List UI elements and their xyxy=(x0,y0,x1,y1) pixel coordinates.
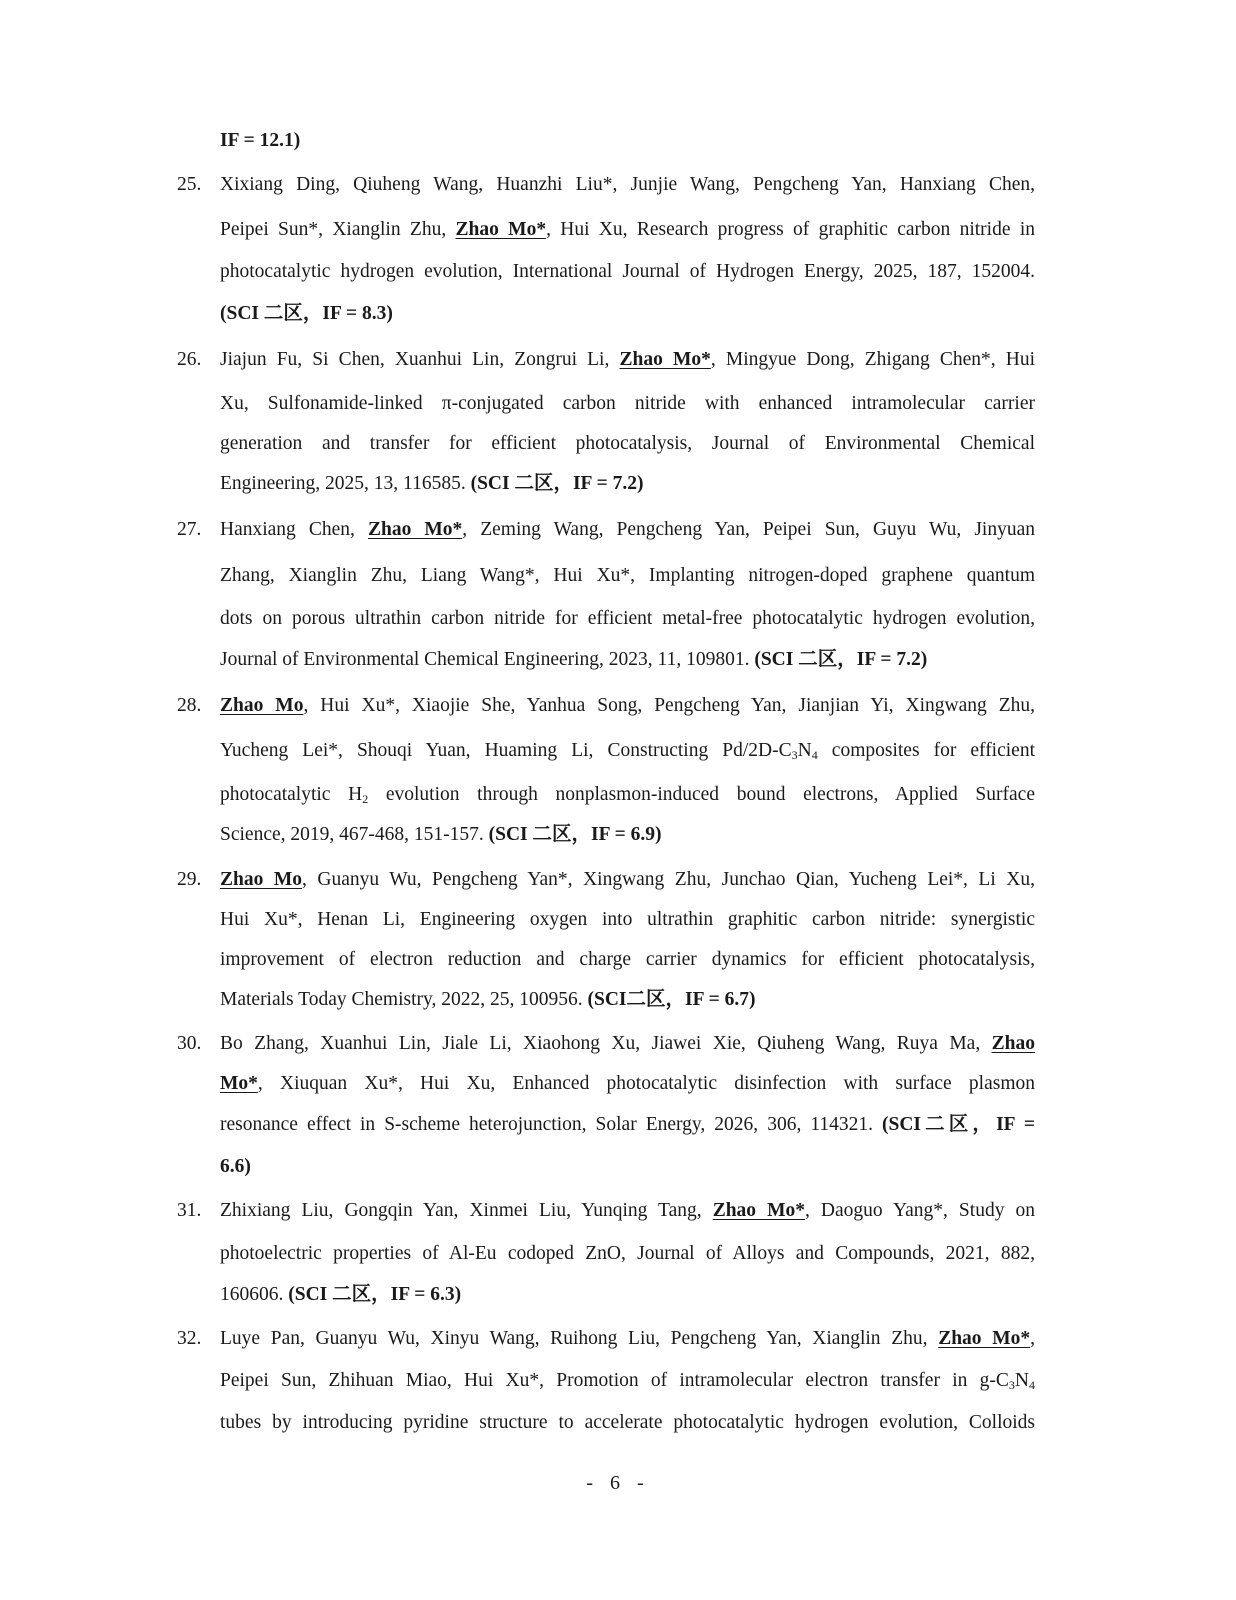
entry-line xyxy=(220,302,1035,326)
entry-line: tubes by introducing pyridine structure to accelerate photocatalytic hydrogen evolution, Colloids xyxy=(220,1412,1035,1433)
author-highlight: Zhao Mo* xyxy=(938,1328,1031,1349)
entry-line: Journal of Environmental Chemical Engineering, 2023, 11, 109801. (SCI 二区，IF = 7.2) xyxy=(220,649,928,670)
entry-line: Hui Xu*, Henan Li, Engineering oxygen into ultrathin graphitic carbon nitride: synergistic xyxy=(220,909,1035,930)
entry-number: 30. xyxy=(177,1033,202,1054)
page-number: - 6 - xyxy=(586,1472,650,1494)
entry-line: generation and transfer for efficient photocatalysis, Journal of Environmental Chemical xyxy=(220,433,1035,454)
impact-factor: 6.6) xyxy=(220,1156,251,1177)
entry-number: 32. xyxy=(177,1328,202,1349)
entry-line: Science, 2019, 467-468, 151-157. (SCI 二区，IF = 6.9) xyxy=(220,824,662,845)
entry-line: Zhao Mo, Hui Xu*, Xiaojie She, Yanhua Song, Pengcheng Yan, Jianjian Yi, Xingwang Zhu, xyxy=(220,695,1035,716)
journal-ranking: (SCI 二区，IF = 6.9) xyxy=(488,824,662,845)
entry-line: photocatalytic hydrogen evolution, International Journal of Hydrogen Energy, 2025, 187, 152004. xyxy=(220,261,1035,282)
entry-line: photoelectric properties of Al-Eu codoped ZnO, Journal of Alloys and Compounds, 2021, 882, xyxy=(220,1243,1035,1264)
entry-line: Peipei Sun*, Xianglin Zhu, Zhao Mo*, Hui Xu, Research progress of graphitic carbon nitride in xyxy=(220,219,1035,240)
journal-ranking: (SCI 二区，IF = 7.2) xyxy=(754,649,928,670)
journal-ranking: (SCI 二区，IF = 8.3) xyxy=(220,303,393,324)
impact-factor: IF = 12.1) xyxy=(220,130,301,151)
entry-line: photocatalytic $H_2$ evolution through nonplasmon-induced bound electrons, Applied Surface xyxy=(220,784,1035,806)
entry-line: Xixiang Ding, Qiuheng Wang, Huanzhi Liu*, Junjie Wang, Pengcheng Yan, Hanxiang Chen, xyxy=(220,174,1035,195)
author-highlight: Zhao xyxy=(991,1033,1035,1054)
author-highlight: Zhao Mo* xyxy=(619,349,711,370)
entry-line: Xu, Sulfonamide-linked π-conjugated carbon nitride with enhanced intramolecular carrier xyxy=(220,393,1035,414)
entry-number: 25. xyxy=(177,174,202,195)
author-highlight: Zhao Mo xyxy=(220,695,304,716)
journal-ranking: (SCI 二区，IF = 7.2) xyxy=(470,473,644,494)
author-highlight: Mo* xyxy=(220,1073,258,1094)
author-highlight: Zhao Mo* xyxy=(712,1200,805,1221)
entry-number: 28. xyxy=(177,695,202,716)
entry-line: Luye Pan, Guanyu Wu, Xinyu Wang, Ruihong Liu, Pengcheng Yan, Xianglin Zhu, Zhao Mo*, xyxy=(220,1328,1035,1349)
entry-line: 160606. (SCI 二区，IF = 6.3) xyxy=(220,1284,462,1305)
journal-ranking: (SCI 二区，IF = 6.3) xyxy=(288,1284,462,1305)
author-highlight: Zhao Mo* xyxy=(455,219,547,240)
author-highlight: Zhao Mo* xyxy=(367,519,463,540)
entry-number: 31. xyxy=(177,1200,202,1221)
entry-line xyxy=(220,1155,1035,1179)
entry-line: Peipei Sun, Zhihuan Miao, Hui Xu*, Promotion of intramolecular electron transfer in $g-C_3N_4$ xyxy=(220,1370,1035,1392)
entry-line: Jiajun Fu, Si Chen, Xuanhui Lin, Zongrui Li, Zhao Mo*, Mingyue Dong, Zhigang Chen*, Hui xyxy=(220,349,1035,370)
journal-ranking: (SCI二区，IF = 6.7) xyxy=(587,989,756,1010)
entry-line: Materials Today Chemistry, 2022, 25, 100956. (SCI二区，IF = 6.7) xyxy=(220,989,756,1010)
entry-line: Zhao Mo, Guanyu Wu, Pengcheng Yan*, Xingwang Zhu, Junchao Qian, Yucheng Lei*, Li Xu, xyxy=(220,869,1035,890)
entry-line: Mo*, Xiuquan Xu*, Hui Xu, Enhanced photocatalytic disinfection with surface plasmon xyxy=(220,1073,1035,1094)
journal-ranking: (SCI二区，IF = xyxy=(882,1114,1035,1135)
entry-number: 29. xyxy=(177,869,202,890)
entry-line: dots on porous ultrathin carbon nitride for efficient metal-free photocatalytic hydrogen evolution, xyxy=(220,608,1035,629)
entry-line: improvement of electron reduction and charge carrier dynamics for efficient photocatalysis, xyxy=(220,949,1035,970)
entry-line: Zhang, Xianglin Zhu, Liang Wang*, Hui Xu*, Implanting nitrogen-doped graphene quantum xyxy=(220,565,1035,586)
entry-line: Yucheng Lei*, Shouqi Yuan, Huaming Li, Constructing $Pd/2D-C_3N_4$ composites for efficient xyxy=(220,740,1035,762)
carry-over-line xyxy=(220,129,1035,153)
entry-line: Engineering, 2025, 13, 116585. (SCI 二区，IF = 7.2) xyxy=(220,473,644,494)
author-highlight: Zhao Mo xyxy=(220,869,303,890)
entry-line: Zhixiang Liu, Gongqin Yan, Xinmei Liu, Yunqing Tang, Zhao Mo*, Daoguo Yang*, Study on xyxy=(220,1200,1035,1221)
entry-line: Bo Zhang, Xuanhui Lin, Jiale Li, Xiaohong Xu, Jiawei Xie, Qiuheng Wang, Ruya Ma, Zhao xyxy=(220,1033,1035,1054)
entry-number: 27. xyxy=(177,519,202,540)
entry-line: Hanxiang Chen, Zhao Mo*, Zeming Wang, Pengcheng Yan, Peipei Sun, Guyu Wu, Jinyuan xyxy=(220,519,1035,540)
entry-number: 26. xyxy=(177,349,202,370)
entry-line: resonance effect in S-scheme heterojunction, Solar Energy, 2026, 306, 114321. (SCI二区，IF = xyxy=(220,1114,1035,1135)
